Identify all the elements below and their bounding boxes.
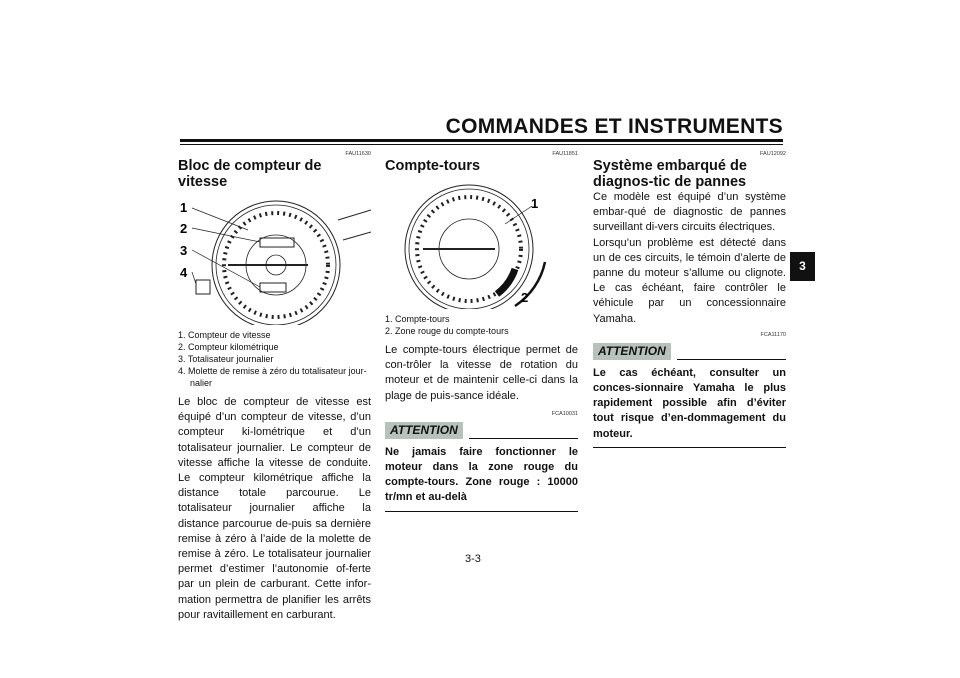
column-speedometer — [178, 150, 371, 623]
callout-4: 4 — [180, 265, 188, 280]
page-title: COMMANDES ET INSTRUMENTS — [445, 115, 783, 138]
caption: 4. Molette de remise à zéro du totalisateur jour-nalier — [178, 366, 367, 388]
caption: 2. Zone rouge du compte-tours — [385, 326, 509, 336]
caution-text: Ne jamais faire fonctionner le moteur dans la zone rouge du compte-tours. Zone rouge : 10000 tr/mn et au-delà — [385, 445, 578, 504]
caution-header — [593, 343, 786, 360]
caution-end-rule — [385, 511, 578, 512]
section-code: FAU11851 — [552, 151, 578, 157]
caption: 1. Compte-tours — [385, 314, 450, 324]
callout-3: 3 — [180, 243, 188, 258]
section-code: FAU11630 — [345, 151, 371, 157]
callout-1: 1 — [531, 196, 539, 211]
body-text: Le bloc de compteur de vitesse est équipé d’un compteur de vitesse, d’un compteur ki-lométrique et d’un totalisateur journalier. Le compteur de vitesse affiche la vitesse de conduite. Le compteur kilométrique affiche la distance totale parcourue. Le totalisateur journalier affiche la distance parcourue de-puis sa dernière remise à zéro à l’aide de la molette de remise à zéro. Le totalisateur journalier permet d’estimer l’autonomie of-ferte par un plein de carburant. Cette infor-mation permettra de planifier les arrêts pour ravitaillement en carburant. — [178, 396, 371, 621]
header-rule-thin — [180, 144, 783, 145]
figure-captions — [178, 329, 371, 389]
caution-header — [385, 422, 578, 439]
body-text: Le compte-tours électrique permet de con-trôler la vitesse de rotation du moteur et de maintenir celle-ci dans la plage de puis-sance idéale. — [385, 344, 578, 402]
callout-1: 1 — [180, 200, 188, 215]
section-code: FAU12092 — [760, 151, 786, 157]
tachometer-illustration — [385, 184, 578, 309]
speedometer-illustration — [178, 200, 371, 325]
figure-captions — [385, 313, 578, 337]
caution-label: ATTENTION — [593, 343, 671, 360]
caption: 2. Compteur kilométrique — [178, 342, 279, 352]
section-heading: Système embarqué de diagnos-tic de pannes — [593, 158, 747, 190]
column-diagnostics — [593, 150, 786, 448]
caution-code: FCA10031 — [551, 410, 578, 417]
callout-2: 2 — [521, 290, 529, 305]
section-heading: Bloc de compteur de vitesse — [178, 158, 322, 190]
page-number: 3-3 — [465, 553, 481, 565]
caution-code: FCA11170 — [760, 331, 786, 338]
caption: 3. Totalisateur journalier — [178, 354, 274, 364]
column-tachometer — [385, 150, 578, 512]
chapter-tab: 3 — [790, 252, 815, 281]
callout-2: 2 — [180, 221, 188, 236]
caution-end-rule — [593, 447, 786, 448]
body-text: Lorsqu’un problème est détecté dans un de ces circuits, le témoin d’alerte de panne du moteur s’allume ou clignote. Le cas échéant, faire contrôler le véhicule par un concessionnaire Yamaha. — [593, 236, 786, 325]
caution-label: ATTENTION — [385, 422, 463, 439]
caption: 1. Compteur de vitesse — [178, 330, 271, 340]
section-heading: Compte-tours — [385, 158, 481, 174]
body-text: Ce modèle est équipé d’un système embar-qué de diagnostic de pannes surveillant di-vers circuits électriques. — [593, 191, 786, 234]
caution-text: Le cas échéant, consulter un conces-sionnaire Yamaha le plus rapidement possible afin d’éviter tout risque d’en-dommagement du moteur. — [593, 366, 786, 440]
header-rule — [180, 139, 783, 142]
